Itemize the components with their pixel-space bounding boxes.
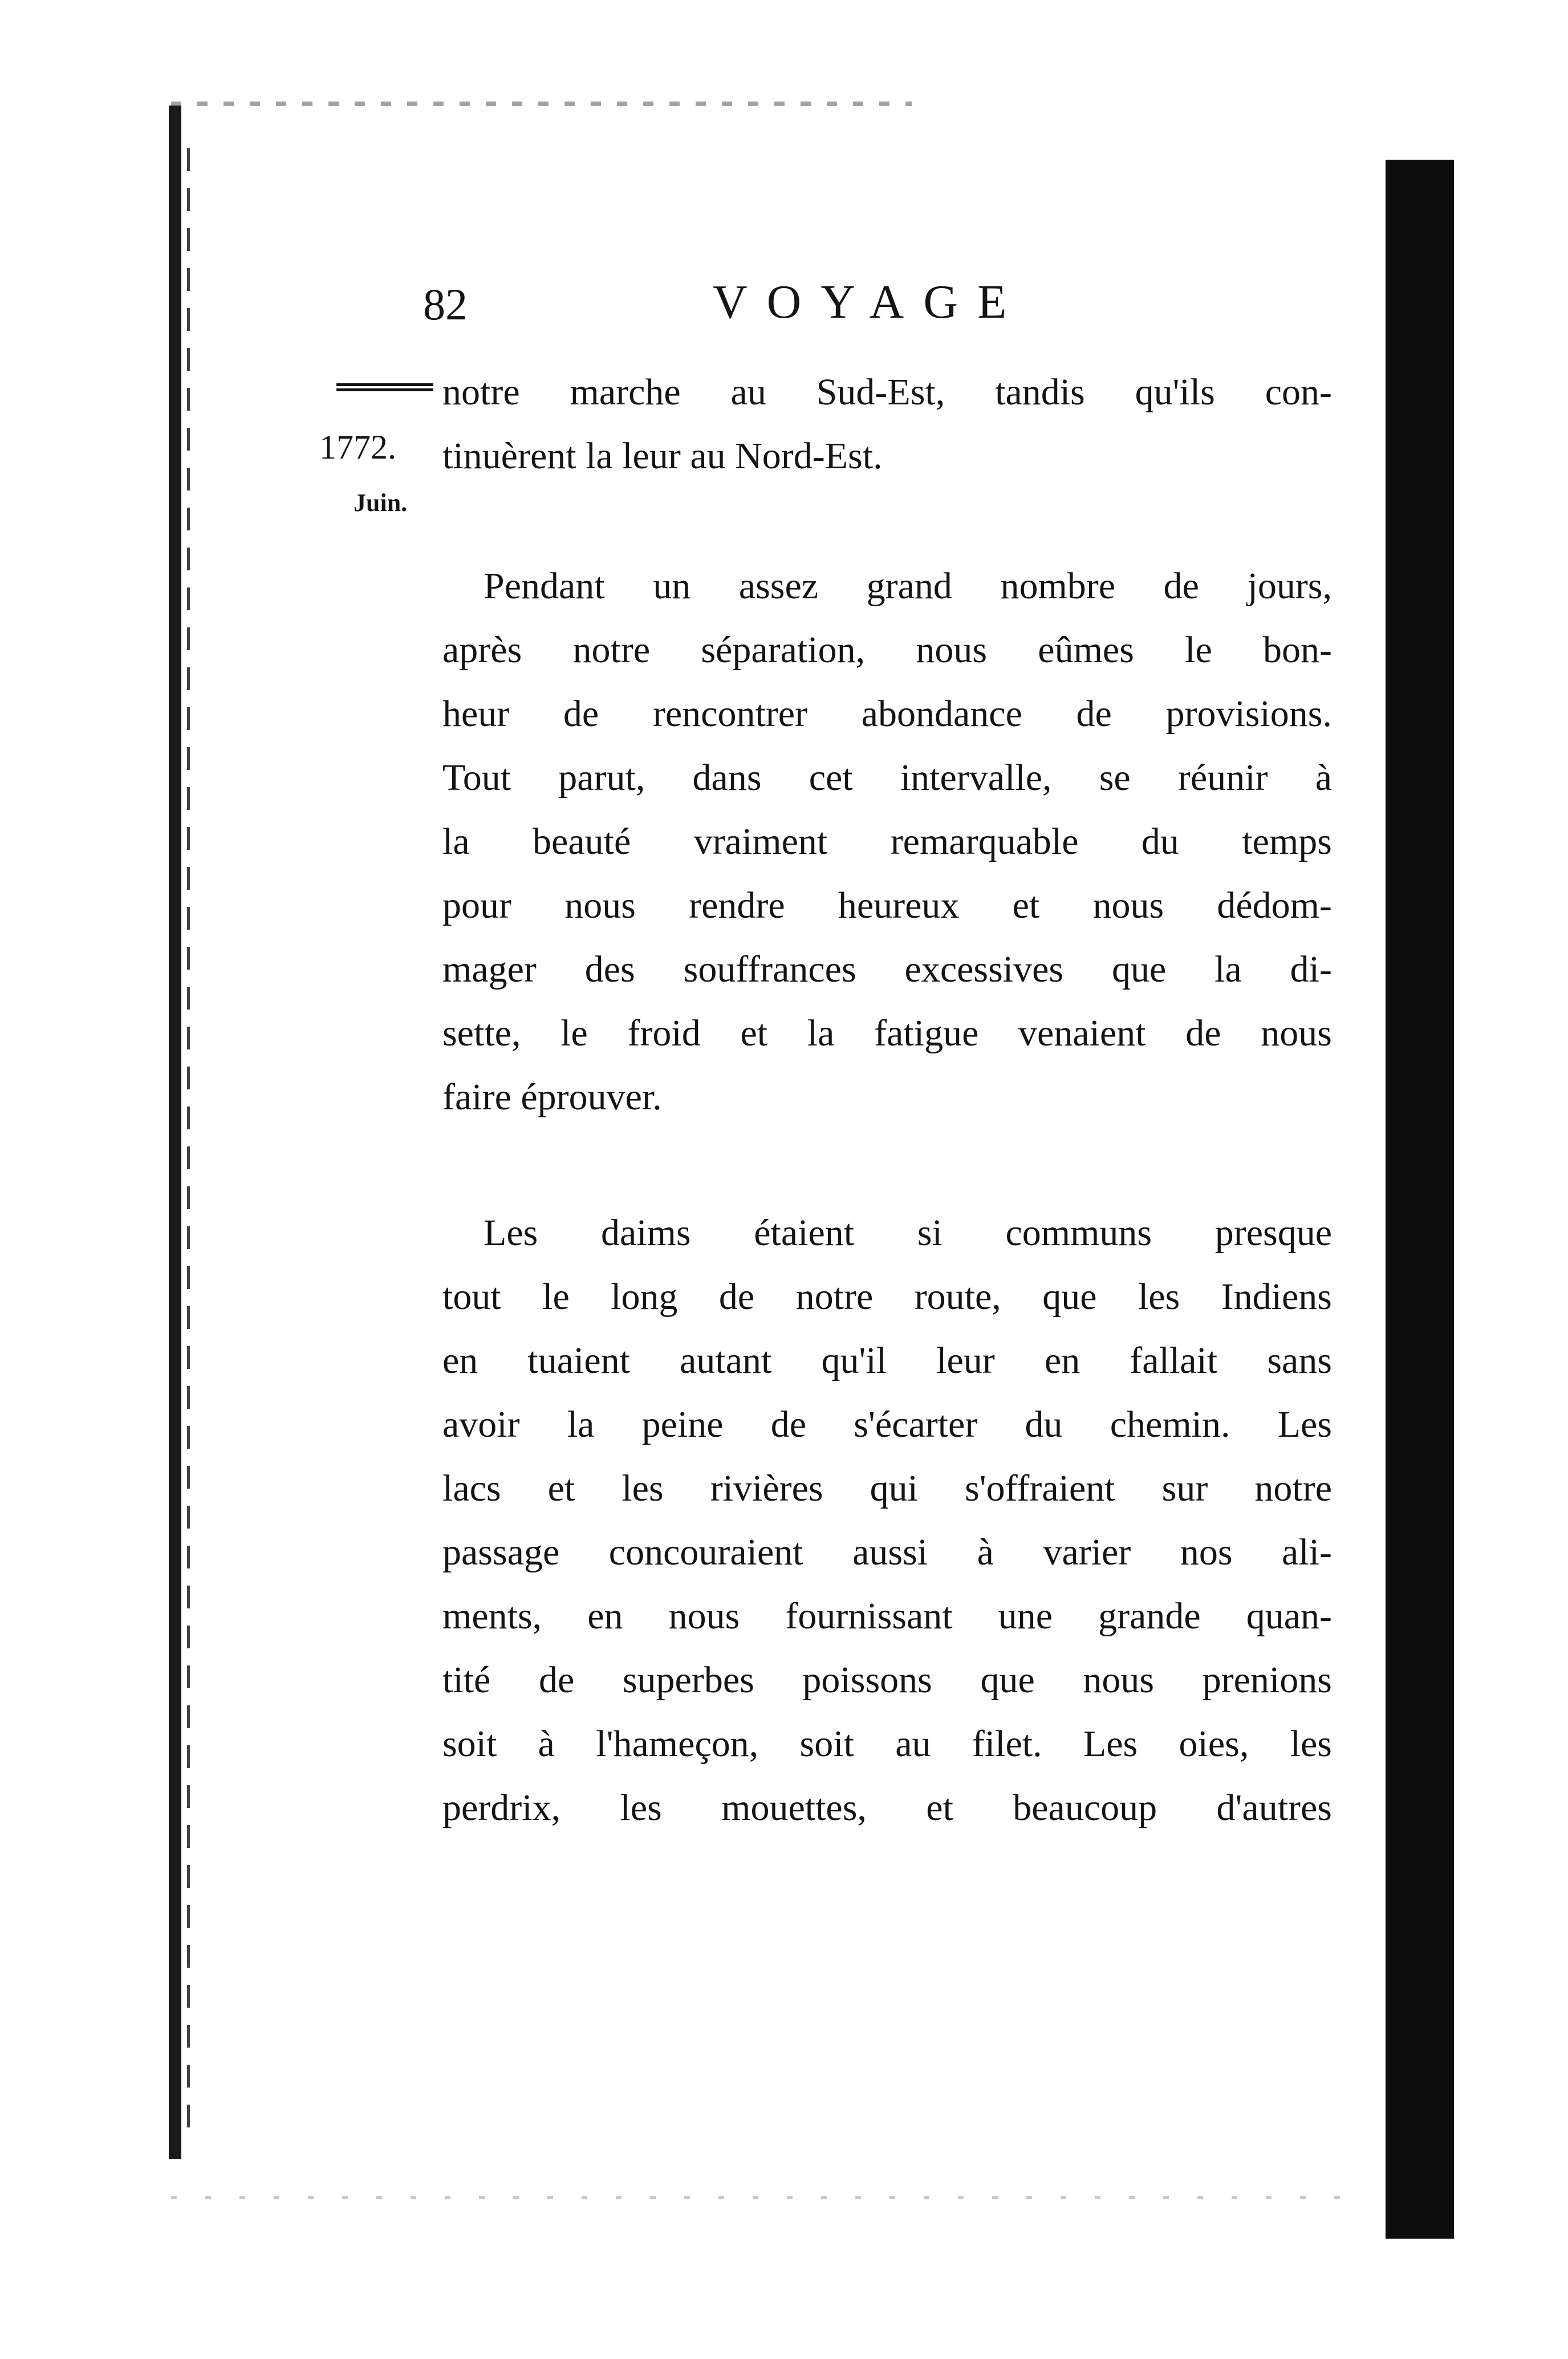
text-line: faire éprouver.	[442, 1076, 662, 1118]
text-line: Les daims étaient si communs presque	[484, 1212, 1332, 1254]
paragraph-2	[442, 1201, 1332, 1840]
text-line: passage concouraient aussi à varier nos ali-	[442, 1531, 1332, 1573]
text-line: tité de superbes poissons que nous prenions	[442, 1659, 1332, 1701]
text-line: avoir la peine de s'écarter du chemin. Les	[442, 1404, 1332, 1445]
text-line: tinuèrent la leur au Nord-Est.	[442, 435, 883, 477]
margin-date-rule	[336, 383, 433, 391]
scan-left-binding-shadow	[169, 106, 181, 2159]
text-line: soit à l'hameçon, soit au filet. Les oies, les	[442, 1723, 1332, 1765]
text-line: ments, en nous fournissant une grande quan-	[442, 1595, 1332, 1637]
margin-month: Juin.	[354, 489, 408, 517]
text-line: mager des souffrances excessives que la di-	[442, 949, 1332, 990]
scan-top-edge	[171, 102, 912, 106]
text-line: lacs et les rivières qui s'offraient sur notre	[442, 1468, 1332, 1509]
text-line: après notre séparation, nous eûmes le bon-	[442, 629, 1332, 671]
text-line: notre marche au Sud-Est, tandis qu'ils con-	[442, 371, 1332, 413]
text-line: pour nous rendre heureux et nous dédom-	[442, 885, 1332, 926]
text-line: en tuaient autant qu'il leur en fallait sans	[442, 1340, 1332, 1381]
text-line: sette, le froid et la fatigue venaient de nous	[442, 1012, 1332, 1054]
text-line: la beauté vraiment remarquable du temps	[442, 821, 1332, 862]
text-line: Pendant un assez grand nombre de jours,	[484, 565, 1332, 607]
text-line: heur de rencontrer abondance de provisions.	[442, 693, 1332, 735]
text-line: Tout parut, dans cet intervalle, se réunir à	[442, 757, 1332, 799]
text-line: perdrix, les mouettes, et beaucoup d'autres	[442, 1787, 1332, 1829]
page-number: 82	[423, 279, 468, 329]
scan-left-edge-marks	[187, 148, 190, 2145]
paragraph-1	[442, 554, 1332, 1129]
scan-bottom-edge	[171, 2196, 1368, 2199]
running-head: VOYAGE	[713, 275, 1026, 329]
margin-year: 1772.	[319, 428, 396, 466]
text-line: tout le long de notre route, que les Indiens	[442, 1276, 1332, 1318]
scan-right-edge-shadow	[1386, 160, 1454, 2239]
continuation-text	[442, 360, 1332, 488]
